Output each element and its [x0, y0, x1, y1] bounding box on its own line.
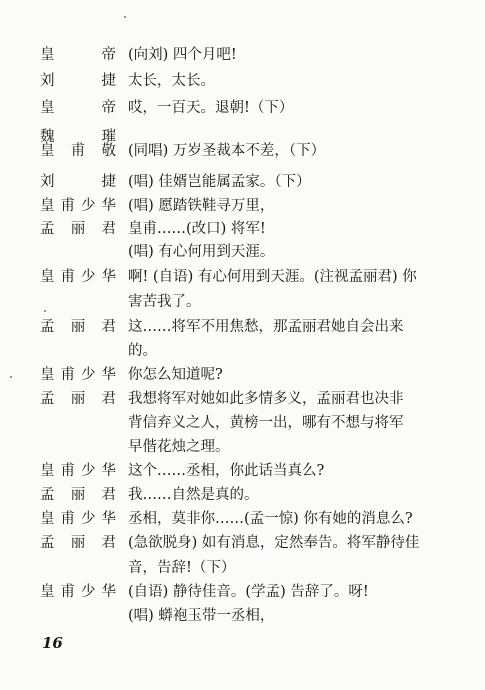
- dialogue-line: [0, 266, 485, 290]
- dialogue-line: [0, 557, 485, 581]
- dialogue-line: [0, 218, 485, 242]
- speaker-name: 孟 丽 君: [40, 221, 116, 237]
- speaker-name: 刘 捷: [40, 174, 116, 190]
- dialogue-text: 音，告辞!（下）: [128, 560, 236, 576]
- dialogue-text: (唱) 愿踏铁鞋寻万里，: [128, 198, 275, 214]
- speaker-name: 魏 璀: [40, 129, 116, 145]
- dialogue-text: (同唱) 万岁圣裁本不差，（下）: [128, 143, 326, 159]
- dialogue-line: [0, 581, 485, 605]
- speaker-name: 孟 丽 君: [40, 487, 116, 503]
- dialogue-line: [0, 460, 485, 484]
- speaker-name: 皇甫少华: [40, 584, 116, 600]
- dialogue-text: (向刘) 四个月吧!: [128, 47, 237, 63]
- scan-speck: [44, 310, 46, 312]
- dialogue-line: [0, 195, 485, 219]
- dialogue-text: 皇甫……(改口) 将军!: [128, 221, 266, 237]
- dialogue-text: (唱) 有心何用到天涯。: [128, 244, 275, 260]
- speaker-name: 孟 丽 君: [40, 535, 116, 551]
- dialogue-line: [0, 484, 485, 508]
- dialogue-text: 哎，一百天。退朝!（下）: [128, 100, 294, 116]
- dialogue-line: [0, 44, 485, 68]
- speaker-name: 皇甫少华: [40, 511, 116, 527]
- dialogue-text: (唱) 蟒袍玉带一丞相，: [128, 608, 275, 624]
- speaker-name: 孟 丽 君: [40, 319, 116, 335]
- dialogue-text: 害苦我了。: [128, 294, 201, 310]
- dialogue-line: [0, 291, 485, 315]
- scan-speck: [124, 16, 126, 18]
- dialogue-line: [0, 70, 485, 94]
- dialogue-line: [0, 97, 485, 121]
- dialogue-line: [0, 241, 485, 265]
- dialogue-text: (自语) 静待佳音。(学孟) 告辞了。呀!: [128, 584, 369, 600]
- dialogue-line: [0, 388, 485, 412]
- dialogue-line: [0, 508, 485, 532]
- speaker-name: 皇 帝: [40, 100, 116, 116]
- dialogue-text: 啊! (自语) 有心何用到天涯。(注视孟丽君) 你: [128, 269, 417, 285]
- dialogue-line: [0, 364, 485, 388]
- dialogue-text: 太长，太长。: [128, 73, 215, 89]
- dialogue-text: 的。: [128, 343, 157, 359]
- speaker-name: 孟 丽 君: [40, 391, 116, 407]
- speaker-name: 皇甫少华: [40, 367, 116, 383]
- dialogue-line: [0, 140, 485, 164]
- dialogue-text: 早偕花烛之理。: [128, 439, 230, 455]
- speaker-name: 皇甫少华: [40, 269, 116, 285]
- dialogue-line: [0, 605, 485, 629]
- speaker-name: 皇甫少华: [40, 198, 116, 214]
- dialogue-text: 这……将军不用焦愁，那孟丽君她自会出来: [128, 319, 404, 335]
- page-number: 16: [42, 634, 63, 652]
- speaker-name: 皇甫少华: [40, 463, 116, 479]
- dialogue-text: (唱) 佳婿岂能属孟家。（下）: [128, 174, 311, 190]
- dialogue-text: (急欲脱身) 如有消息，定然奉告。将军静待佳: [128, 535, 420, 551]
- dialogue-text: 我想将军对她如此多情多义，孟丽君也决非: [128, 391, 404, 407]
- dialogue-line: [0, 316, 485, 340]
- dialogue-text: 我……自然是真的。: [128, 487, 259, 503]
- dialogue-text: 这个……丞相，你此话当真么?: [128, 463, 325, 479]
- dialogue-line: [0, 340, 485, 364]
- dialogue-line: [0, 171, 485, 195]
- dialogue-text: 背信弃义之人，黄榜一出，哪有不想与将军: [128, 415, 404, 431]
- scan-speck: [10, 376, 12, 378]
- speaker-name: 皇 甫 敬: [40, 143, 116, 159]
- dialogue-line: [0, 412, 485, 436]
- dialogue-line: [0, 436, 485, 460]
- speaker-name: 皇 帝: [40, 47, 116, 63]
- speaker-name: 刘 捷: [40, 73, 116, 89]
- dialogue-text: 你怎么知道呢?: [128, 367, 223, 383]
- dialogue-line: [0, 532, 485, 556]
- dialogue-text: 丞相，莫非你……(孟一惊) 你有她的消息么?: [128, 511, 413, 527]
